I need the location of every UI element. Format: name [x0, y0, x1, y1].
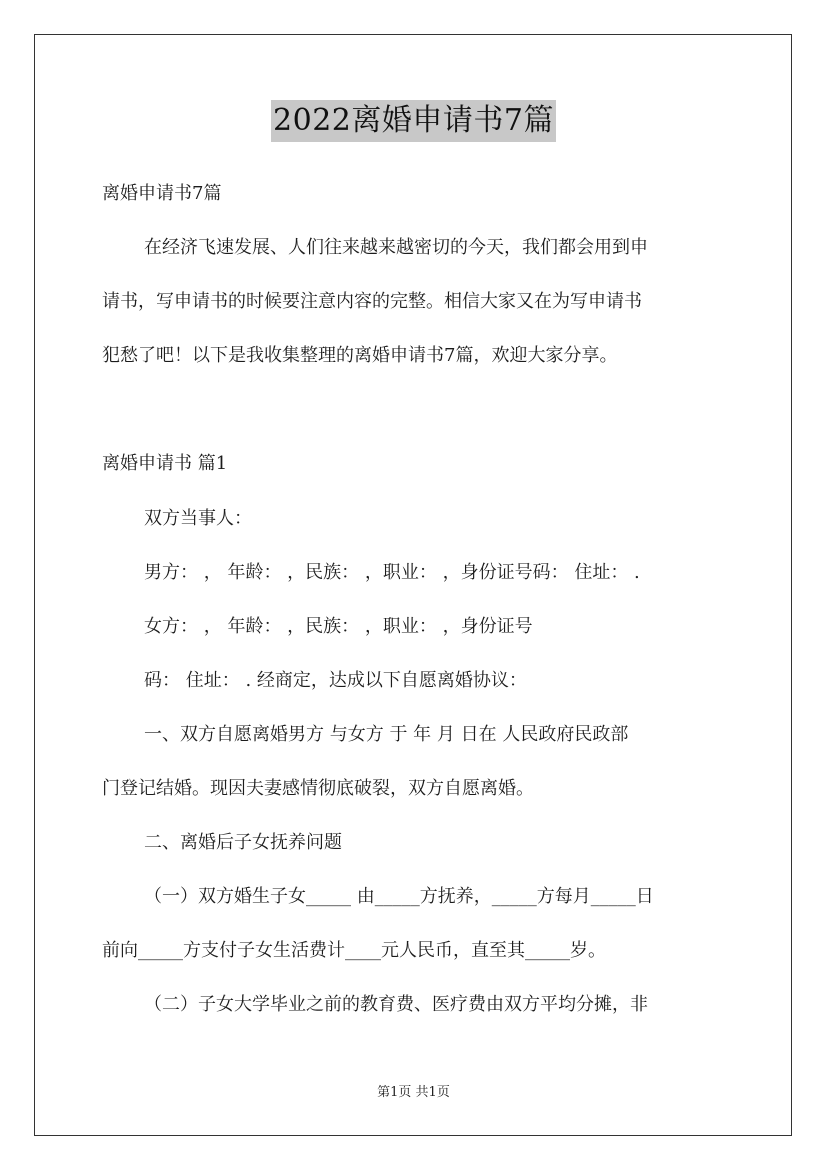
page-number-footer: 第1页 共1页 — [377, 1085, 450, 1100]
clause-1-line-1: 一、双方自愿离婚男方 与女方 于 年 月 日在 人民政府民政部 — [144, 724, 629, 745]
clause-2-item-2-line-1: （二）子女大学毕业之前的教育费、医疗费由双方平均分摊，非 — [144, 994, 648, 1015]
clause-2-heading: 二、离婚后子女抚养问题 — [144, 832, 342, 853]
section-heading: 离婚申请书 篇1 — [102, 453, 228, 474]
document-title: 2022离婚申请书7篇 — [271, 100, 556, 142]
title-container — [0, 100, 827, 142]
subtitle-line: 离婚申请书7篇 — [102, 183, 222, 204]
intro-line-1: 在经济飞速发展、人们往来越来越密切的今天，我们都会用到申 — [144, 237, 648, 258]
female-party-line: 女方： ， 年龄： ，民族： ，职业： ，身份证号 — [144, 616, 533, 637]
clause-2-item-1-line-2: 前向_____方支付子女生活费计____元人民币，直至其_____岁。 — [102, 940, 606, 961]
male-party-line: 男方： ， 年龄： ，民族： ，职业： ，身份证号码： 住址： . — [144, 562, 640, 583]
parties-line: 双方当事人： — [144, 508, 252, 529]
clause-2-item-1-line-1: （一）双方婚生子女_____ 由_____方抚养，_____方每月_____日 — [144, 886, 654, 907]
intro-line-3: 犯愁了吧！以下是我收集整理的离婚申请书7篇，欢迎大家分享。 — [102, 345, 618, 366]
intro-line-2: 请书，写申请书的时候要注意内容的完整。相信大家又在为写申请书 — [102, 291, 642, 312]
clause-1-line-2: 门登记结婚。现因夫妻感情彻底破裂，双方自愿离婚。 — [102, 778, 534, 799]
address-agreement-line: 码： 住址： . 经商定，达成以下自愿离婚协议： — [144, 670, 527, 691]
